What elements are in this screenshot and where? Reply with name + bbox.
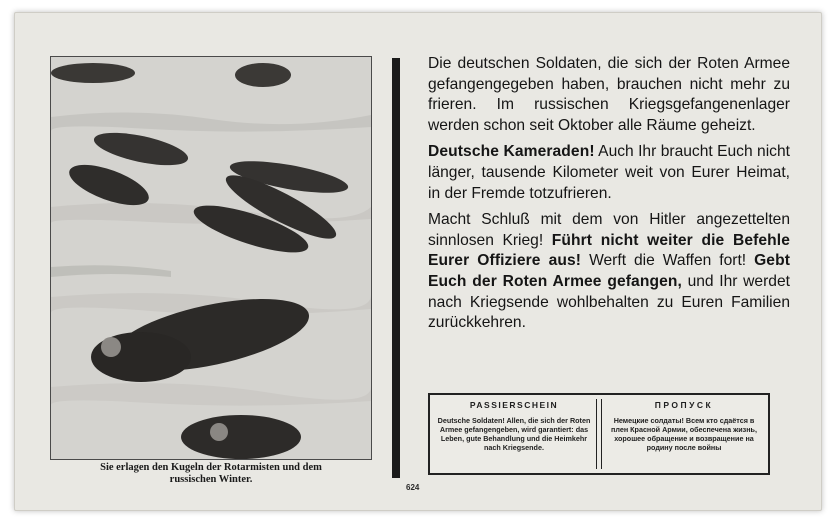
leaflet-text — [428, 54, 790, 340]
paragraph-2-bold: Deutsche Kameraden! — [428, 143, 595, 161]
war-photo — [50, 56, 372, 460]
safe-conduct-pass — [428, 393, 770, 475]
photo-caption — [46, 462, 376, 486]
paragraph-3 — [428, 210, 790, 334]
pass-russian-title: ПРОПУСК — [654, 400, 714, 410]
pass-separator — [596, 399, 602, 469]
paragraph-3-c: und Ihr werdet nach Kriegsende wohlbehalten zu Euren Familien zurückkehren. — [428, 272, 790, 332]
caption-line-2: russischen Winter. — [169, 474, 253, 485]
paragraph-3-bold-1: Führt nicht weiter die Befehle Eurer Offiziere aus! — [428, 231, 790, 270]
photo-illustration — [51, 57, 371, 459]
pass-german-text: Deutsche Soldaten! Allen, die sich der Roten Armee gefangengeben, wird garantiert: das Leben, gute Behandlung und die Heimkehr nach Kriegsende. — [437, 416, 591, 452]
pass-german — [436, 401, 592, 452]
paragraph-2-rest: Auch Ihr braucht Euch nicht länger, tausende Kilometer weit von Eurer Heimat, in der Fremde totzufrieren. — [428, 143, 790, 202]
paragraph-3-bold-2: Gebt Euch der Roten Armee gefangen, — [428, 252, 790, 290]
vertical-divider — [392, 58, 400, 478]
paragraph-1: Die deutschen Soldaten, die sich der Roten Armee gefangengegeben haben, brauchen nicht mehr zu frieren. Im russischen Kriegsgefangenenlager werden schon seit Oktober alle Räume geheizt. — [428, 55, 790, 134]
pass-russian — [606, 401, 762, 452]
caption-line-1: Sie erlagen den Kugeln der Rotarmisten und dem — [100, 462, 322, 473]
paragraph-2 — [428, 142, 790, 204]
paragraph-3-b: Werft die Waffen fort! — [581, 252, 755, 270]
pass-german-title: PASSIERSCHEIN — [469, 400, 559, 410]
page-number: 624 — [406, 483, 420, 492]
pass-russian-text: Немецкие солдаты! Всем кто сдаётся в плен Красной Армии, обеспечена жизнь, хорошее обращение и возвращение на родину после войны — [611, 416, 757, 452]
paragraph-3-a: Macht Schluß mit dem von Hitler angezettelten sinnlosen Krieg! — [428, 211, 790, 249]
